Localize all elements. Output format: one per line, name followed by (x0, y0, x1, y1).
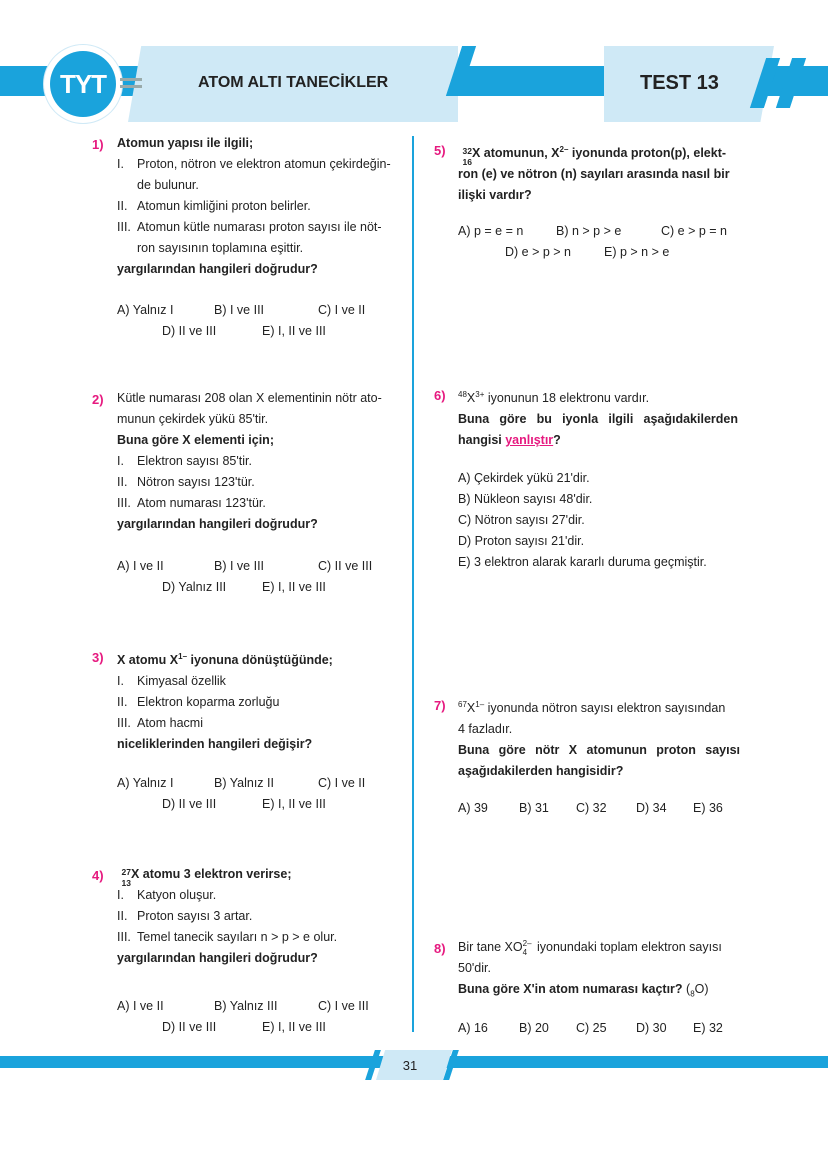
q6-lead-b-pre: hangisi (458, 433, 506, 448)
q1-stem: Atomun yapısı ile ilgili; (117, 136, 254, 150)
q3-option-a[interactable]: A) Yalnız I (117, 776, 174, 790)
q7-option-a[interactable]: A) 39 (458, 801, 488, 815)
q4-mass: 27 (121, 866, 131, 877)
q8-ion-indices (523, 939, 532, 957)
q5-line3: ilişki vardır? (458, 188, 532, 203)
q1-s1 (117, 154, 397, 175)
q1-option-c[interactable]: C) I ve II (318, 303, 366, 317)
q6-option-b[interactable]: B) Nükleon sayısı 48'dir. (458, 492, 593, 506)
q2-stem-b: munun çekirdek yükü 85'tir. (117, 412, 269, 426)
q6-lead-b-post: ? (553, 433, 561, 448)
q5-body (458, 139, 740, 206)
q8-option-e[interactable]: E) 32 (693, 1021, 723, 1035)
q3-stem-post: iyonuna dönüştüğünde; (187, 653, 333, 668)
q7-option-e[interactable]: E) 36 (693, 801, 723, 815)
q8-hint-post: O) (694, 982, 709, 996)
q4-option-e[interactable]: E) I, II ve III (262, 1020, 326, 1034)
q2-stem-a: Kütle numarası 208 olan X elementinin nötr ato- (117, 391, 382, 405)
q5-number: 5) (434, 143, 446, 158)
q4-option-d[interactable]: D) II ve III (162, 1020, 217, 1034)
q4-body (117, 864, 402, 969)
q7-mass: 67 (458, 700, 467, 709)
q1-number: 1) (92, 137, 104, 152)
q1-s1-text: Proton, nötron ve elektron atomun çekirdeğin- (137, 157, 391, 171)
q4-option-a[interactable]: A) I ve II (117, 999, 164, 1013)
logo-line-1 (120, 78, 142, 81)
roman-num: III. (117, 716, 131, 731)
q2-lead: Buna göre X elementi için; (117, 433, 274, 447)
q5-line2: ron (e) ve nötron (n) sayıları arasında nasıl bir (458, 167, 730, 182)
q3-option-b[interactable]: B) Yalnız II (214, 776, 274, 790)
roman-num: III. (117, 496, 131, 510)
q8-stem-b: 50'dir. (458, 961, 491, 975)
q8-number: 8) (434, 941, 446, 956)
q7-lead-a: Buna göre nötr X atomunun proton sayısı (458, 743, 740, 758)
q7-lead-b: aşağıdakilerden hangisidir? (458, 764, 624, 779)
q6-symbol: X (466, 391, 476, 406)
q2-option-e[interactable]: E) I, II ve III (262, 580, 326, 594)
q4-s1-text: Katyon oluşur. (137, 888, 217, 902)
tyt-logo: TYT (50, 51, 116, 117)
q2-option-c[interactable]: C) II ve III (318, 559, 373, 573)
q8-option-a[interactable]: A) 16 (458, 1021, 488, 1035)
q6-number: 6) (434, 388, 446, 403)
q2-s3 (117, 493, 402, 514)
q8-option-d[interactable]: D) 30 (636, 1021, 667, 1035)
roman-num: III. (117, 930, 131, 944)
q2-option-d[interactable]: D) Yalnız III (162, 580, 227, 594)
q8-subscript: 4 (522, 947, 528, 957)
roman-num: I. (117, 157, 124, 171)
q4-question: yargılarından hangileri doğrudur? (117, 951, 318, 965)
roman-num: II. (117, 199, 128, 213)
q8-stem (458, 937, 740, 958)
q1-s2-text: Atomun kimliğini proton belirler. (137, 199, 311, 213)
q6-option-d[interactable]: D) Proton sayısı 21'dir. (458, 534, 585, 548)
q8-option-b[interactable]: B) 20 (519, 1021, 549, 1035)
q4-isotope (117, 866, 131, 888)
logo-line-2 (120, 85, 142, 88)
q1-s2 (117, 196, 397, 217)
q8-charge: 2– (522, 938, 532, 948)
q7-number: 7) (434, 698, 446, 713)
roman-num: I. (117, 454, 124, 468)
q1-option-d[interactable]: D) II ve III (162, 324, 217, 338)
q5-charge: 2– (559, 145, 569, 154)
roman-num: II. (117, 695, 128, 710)
q2-s2-text: Nötron sayısı 123'tür. (137, 475, 255, 489)
q7-charge: 1– (475, 700, 485, 709)
q3-s3-text: Atom hacmi (137, 716, 203, 731)
q2-question: yargılarından hangileri doğrudur? (117, 517, 318, 531)
q4-s1 (117, 885, 402, 906)
q6-stem (458, 384, 738, 409)
q5-option-d[interactable]: D) e > p > n (505, 245, 572, 259)
q6-option-e[interactable]: E) 3 elektron alarak kararlı duruma geçmiştir. (458, 555, 707, 569)
q1-option-e[interactable]: E) I, II ve III (262, 324, 326, 338)
q3-stem-charge: 1– (178, 652, 188, 661)
q3-option-e[interactable]: E) I, II ve III (262, 797, 326, 811)
q4-number: 4) (92, 868, 104, 883)
q6-stem-text: iyonunun 18 elektronu vardır. (484, 391, 650, 406)
q1-s3 (117, 217, 397, 238)
q6-mass: 48 (458, 390, 467, 399)
q5-isotope (458, 145, 472, 167)
q7-option-d[interactable]: D) 34 (636, 801, 667, 815)
q1-s3-cont: ron sayısının toplamına eşittir. (137, 241, 304, 255)
test-number: TEST 13 (640, 72, 719, 94)
q2-s3-text: Atom numarası 123'tür. (137, 496, 266, 510)
q1-option-b[interactable]: B) I ve III (214, 303, 265, 317)
q8-hint-sub: 8 (690, 989, 695, 999)
q8-stem-post: iyonundaki toplam elektron sayısı (533, 940, 722, 954)
q3-option-c[interactable]: C) I ve II (318, 776, 366, 790)
q5-option-e[interactable]: E) p > n > e (604, 245, 670, 259)
roman-num: II. (117, 909, 128, 923)
roman-num: II. (117, 475, 128, 489)
q8-lead (458, 979, 740, 1005)
q2-s1 (117, 451, 402, 472)
q4-atomic: 13 (121, 877, 131, 888)
q4-stem-text: X atomu 3 elektron verirse; (131, 867, 292, 881)
q8-stem-pre: Bir tane XO (458, 940, 523, 954)
q2-s2 (117, 472, 402, 493)
page-number: 31 (402, 1058, 418, 1073)
q5-option-c[interactable]: C) e > p = n (661, 224, 728, 238)
q6-options (458, 468, 707, 573)
q3-s3 (117, 713, 402, 734)
q7-option-c[interactable]: C) 32 (576, 801, 607, 815)
q6-option-c[interactable]: C) Nötron sayısı 27'dir. (458, 513, 585, 527)
q2-option-a[interactable]: A) I ve II (117, 559, 164, 573)
q3-s2-text: Elektron koparma zorluğu (137, 695, 280, 710)
q7-stem (458, 694, 740, 719)
q8-lead-text: Buna göre X'in atom numarası kaçtır? (458, 982, 683, 996)
q3-s1-text: Kimyasal özellik (137, 674, 226, 689)
q5-mass: 32 (462, 145, 472, 156)
q1-body (117, 133, 397, 280)
q2-number: 2) (92, 392, 104, 407)
q3-option-d[interactable]: D) II ve III (162, 797, 217, 811)
q6-lead-b (458, 430, 738, 451)
column-divider (412, 136, 414, 1032)
q6-charge: 3+ (475, 390, 485, 399)
q3-s2 (117, 692, 402, 713)
q3-body (117, 646, 402, 755)
q6-emphasis: yanlıştır (505, 433, 554, 448)
q3-question: niceliklerinden hangileri değişir? (117, 737, 313, 752)
q4-s2-text: Proton sayısı 3 artar. (137, 909, 253, 923)
q8-body (458, 937, 740, 1005)
q6-option-a[interactable]: A) Çekirdek yükü 21'dir. (458, 471, 590, 485)
q7-body (458, 694, 740, 782)
roman-num: III. (117, 220, 131, 234)
q4-s3-text: Temel tanecik sayıları n > p > e olur. (137, 930, 338, 944)
q1-question: yargılarından hangileri doğrudur? (117, 262, 318, 276)
q4-stem (117, 864, 402, 888)
q2-body (117, 388, 402, 535)
q2-s1-text: Elektron sayısı 85'tir. (137, 454, 252, 468)
q5-option-b[interactable]: B) n > p > e (556, 224, 622, 238)
q4-option-c[interactable]: C) I ve III (318, 999, 369, 1013)
q5-stem-post: iyonunda proton(p), elekt- (568, 146, 727, 161)
q2-option-b[interactable]: B) I ve III (214, 559, 265, 573)
q5-stem (458, 139, 740, 167)
roman-num: I. (117, 674, 124, 689)
q8-option-c[interactable]: C) 25 (576, 1021, 607, 1035)
q1-s1-cont: de bulunur. (137, 178, 199, 192)
q3-stem (117, 646, 402, 671)
q7-stem-text: iyonunda nötron sayısı elektron sayısından (484, 701, 726, 716)
q7-symbol: X (466, 701, 476, 716)
q4-s3 (117, 927, 402, 948)
q1-s3-text: Atomun kütle numarası proton sayısı ile nöt- (137, 220, 382, 234)
q4-s2 (117, 906, 402, 927)
q3-s1 (117, 671, 402, 692)
q4-option-b[interactable]: B) Yalnız III (214, 999, 278, 1013)
q6-body (458, 384, 738, 451)
roman-num: I. (117, 888, 124, 902)
q3-number: 3) (92, 650, 104, 665)
q7-option-b[interactable]: B) 31 (519, 801, 549, 815)
page-title: ATOM ALTI TANECİKLER (198, 74, 389, 91)
q7-stem-b: 4 fazladır. (458, 722, 513, 737)
q8-hint-pre: ( (682, 982, 691, 996)
q5-atomic: 16 (462, 156, 472, 167)
q5-option-a[interactable]: A) p = e = n (458, 224, 524, 238)
q6-lead-a: Buna göre bu iyonla ilgili aşağıdakilerden (458, 412, 738, 427)
q5-stem-pre: X atomunun, X (472, 146, 560, 161)
q1-option-a[interactable]: A) Yalnız I (117, 303, 174, 317)
q3-stem-pre: X atomu X (117, 653, 179, 668)
